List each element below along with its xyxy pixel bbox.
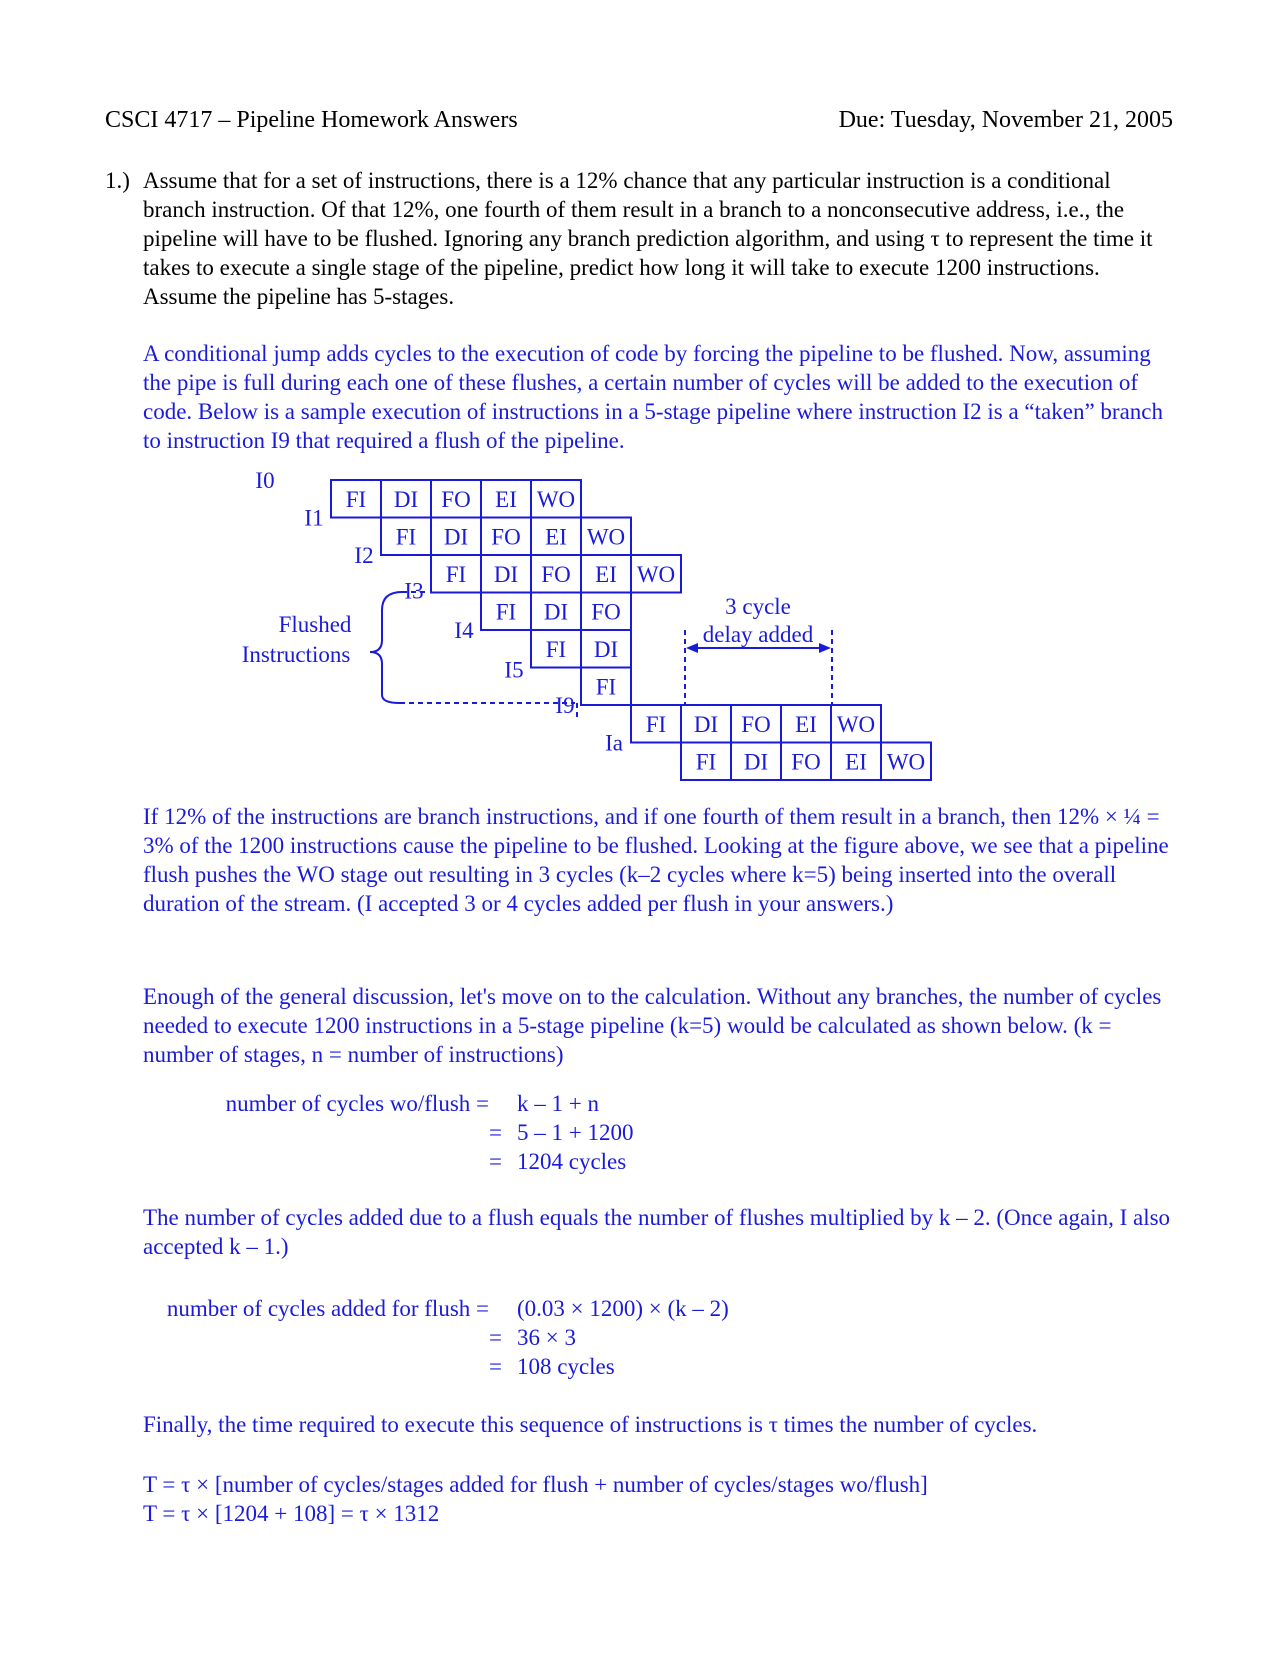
stage-cell-label: EI [845,749,867,775]
stage-cell-label: DI [593,637,619,662]
flushed-bracket [370,592,402,703]
stage-cell-label: WO [586,524,626,550]
stage-cell-label: EI [545,524,567,550]
delay-label-1: 3 cycle [725,594,791,619]
stage-cell-label: DI [693,712,719,737]
eq1-line-3: 1204 cycles [517,1149,627,1174]
eq2-equals-2: = [489,1325,502,1350]
instruction-label: I3 [404,578,424,604]
formula-1: T = τ × [number of cycles/stages added for flush + number of cycles/stages wo/flush] [143,1472,928,1497]
stage-cell-label: WO [636,562,676,587]
eq2-line-2: 36 × 3 [517,1325,576,1350]
flushed-label-2: Instructions [241,642,351,667]
eq1-equals-2: = [489,1120,502,1145]
stage-cell-label: EI [795,712,817,737]
stage-cell-label: FI [695,749,717,775]
question-text: Assume that for a set of instructions, there is a 12% chance that any particular instruction is a conditional branch instruction. Of that 12%, one fourth of them result in a branch to a nonconsecutive address, i.e., the pipeline will have to be flushed. Ignoring any branch prediction algorithm, and using τ to represent the time it takes to execute a single stage of the pipeline, predict how long it will take to execute 1200 instructions. Assume the pipeline has 5-stages. [143,168,1153,309]
eq1-line-2: 5 – 1 + 1200 [517,1120,634,1145]
stage-cell-label: DI [743,749,769,775]
stage-cell-label: FI [495,599,517,625]
delay-arrow-left-head [686,643,698,653]
instruction-label: I1 [304,505,324,531]
stage-cell-label: WO [836,712,876,737]
stage-cell-label: FO [591,599,621,625]
instruction-label: I5 [504,657,524,683]
stage-cell-label: EI [595,562,617,587]
stage-cell-label: FI [445,562,467,587]
instruction-label: I9 [555,693,575,718]
instruction-label: I0 [255,468,275,493]
eq1-line-1: k – 1 + n [517,1091,599,1116]
pipeline-cells [331,480,931,780]
flushed-label-1: Flushed [278,612,352,637]
stage-cell-label: FI [545,637,567,662]
instruction-label: I2 [354,543,374,568]
instruction-label: I4 [454,618,474,643]
eq1-label: number of cycles wo/flush = [225,1091,489,1116]
stage-cell-label: DI [443,524,469,550]
eq1-equals-3: = [489,1149,502,1174]
flush-text: The number of cycles added due to a flush equals the number of flushes multiplied by k – 2. (Once again, I also accepted k – 1.) [143,1205,1171,1259]
stage-cell-label: FI [395,524,417,550]
stage-cell-label: FO [741,712,771,737]
delay-arrow-right-head [819,643,831,653]
course-title: CSCI 4717 – Pipeline Homework Answers [105,107,518,133]
stage-cell-label: FI [345,487,367,512]
stage-cell-label: FO [491,524,521,550]
due-date: Due: Tuesday, November 21, 2005 [838,107,1173,133]
stage-cell-label: WO [536,487,576,512]
stage-cell-label: DI [493,562,519,587]
calc-intro: Enough of the general discussion, let's move on to the calculation. Without any branches, the number of cycles needed to execute 1200 instructions in a 5-stage pipeline (k=5) would be calculated as shown below. (k = number of stages, n = number of instructions) [143,984,1162,1067]
eq2-equals-3: = [489,1354,502,1379]
delay-label-2: delay added [702,622,814,647]
stage-cell-label: FI [595,674,617,700]
stage-cell-label: FO [541,562,571,587]
eq2-line-1: (0.03 × 1200) × (k – 2) [517,1296,729,1321]
stage-cell-label: DI [543,599,569,625]
question-number: 1.) [105,168,130,193]
stage-cell-label: FO [791,749,821,775]
stage-cell-label: WO [886,749,926,775]
answer-intro: A conditional jump adds cycles to the execution of code by forcing the pipeline to be flushed. Now, assuming the pipe is full during each one of these flushes, a certain number of cycles will be added to the execution of code. Below is a sample execution of instructions in a 5-stage pipeline where instruction I2 is a “taken” branch to instruction I9 that required a flush of the pipeline. [143,341,1163,453]
instruction-label: Ia [605,730,623,756]
stage-cell-label: EI [495,487,517,512]
stage-cell-label: FI [645,712,667,737]
stage-cell-label: FO [441,487,471,512]
final-text: Finally, the time required to execute this sequence of instructions is τ times the number of cycles. [143,1412,1038,1437]
stage-cell-label: DI [393,487,419,512]
eq2-line-3: 108 cycles [517,1354,615,1379]
answer-explanation: If 12% of the instructions are branch instructions, and if one fourth of them result in a branch, then 12% × ¼ = 3% of the 1200 instructions cause the pipeline to be flushed. Looking at the figure above, we see that a pipeline flush pushes the WO stage out resulting in 3 cycles (k–2 cycles where k=5) being inserted into the overall duration of the stream. (I accepted 3 or 4 cycles added per flush in your answers.) [143,804,1169,916]
formula-2: T = τ × [1204 + 108] = τ × 1312 [143,1501,440,1526]
eq2-label: number of cycles added for flush = [166,1296,489,1321]
pipeline-diagram [0,0,1280,800]
